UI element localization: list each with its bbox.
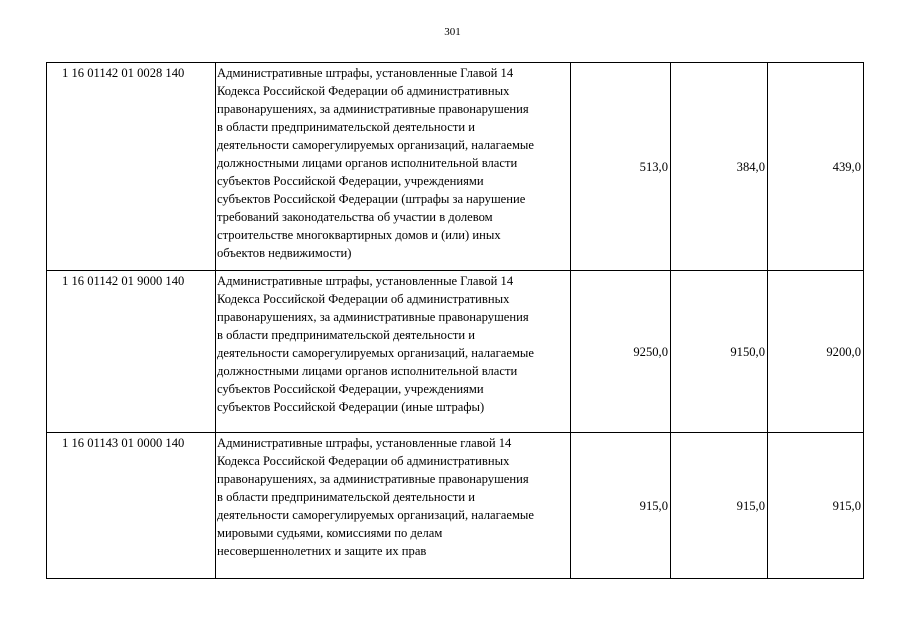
description-text: Административные штрафы, установленные Главой 14 Кодекса Российской Федерации об административных правонарушениях, за административные правонарушения в области предпринимательской деятельности и деятельности саморегулируемых организаций, налагаемые должностными лицами органов исполнительной власти субъектов Российской Федерации, учреждениями субъектов Российской Федерации (иные штрафы) xyxy=(217,274,534,414)
amount-year-2: 384,0 xyxy=(671,63,768,271)
amount-year-1: 513,0 xyxy=(571,63,671,271)
description-text: Административные штрафы, установленные главой 14 Кодекса Российской Федерации об административных правонарушениях, за административные правонарушения в области предпринимательской деятельности и деятельности саморегулируемых организаций, налагаемые мировыми судьями, комиссиями по делам несовершеннолетних и защите их прав xyxy=(217,436,534,558)
classification-code: 1 16 01143 01 0000 140 xyxy=(47,433,216,579)
description-cell xyxy=(216,63,571,271)
description-text: Административные штрафы, установленные Главой 14 Кодекса Российской Федерации об административных правонарушениях, за административные правонарушения в области предпринимательской деятельности и деятельности саморегулируемых организаций, налагаемые должностными лицами органов исполнительной власти субъектов Российской Федерации, учреждениями субъектов Российской Федерации (штрафы за нарушение требований законодательства об участии в долевом строительстве многоквартирных домов и (или) иных объектов недвижимости) xyxy=(217,66,534,260)
classification-code: 1 16 01142 01 9000 140 xyxy=(47,271,216,433)
amount-year-1: 915,0 xyxy=(571,433,671,579)
table-row xyxy=(47,433,864,579)
amount-year-3: 9200,0 xyxy=(768,271,864,433)
classification-code: 1 16 01142 01 0028 140 xyxy=(47,63,216,271)
amount-year-3: 915,0 xyxy=(768,433,864,579)
amount-year-2: 9150,0 xyxy=(671,271,768,433)
budget-table xyxy=(46,62,864,579)
amount-year-1: 9250,0 xyxy=(571,271,671,433)
table-row xyxy=(47,271,864,433)
description-cell xyxy=(216,271,571,433)
page-number: 301 xyxy=(444,26,461,38)
description-cell xyxy=(216,433,571,579)
table-row xyxy=(47,63,864,271)
amount-year-3: 439,0 xyxy=(768,63,864,271)
amount-year-2: 915,0 xyxy=(671,433,768,579)
